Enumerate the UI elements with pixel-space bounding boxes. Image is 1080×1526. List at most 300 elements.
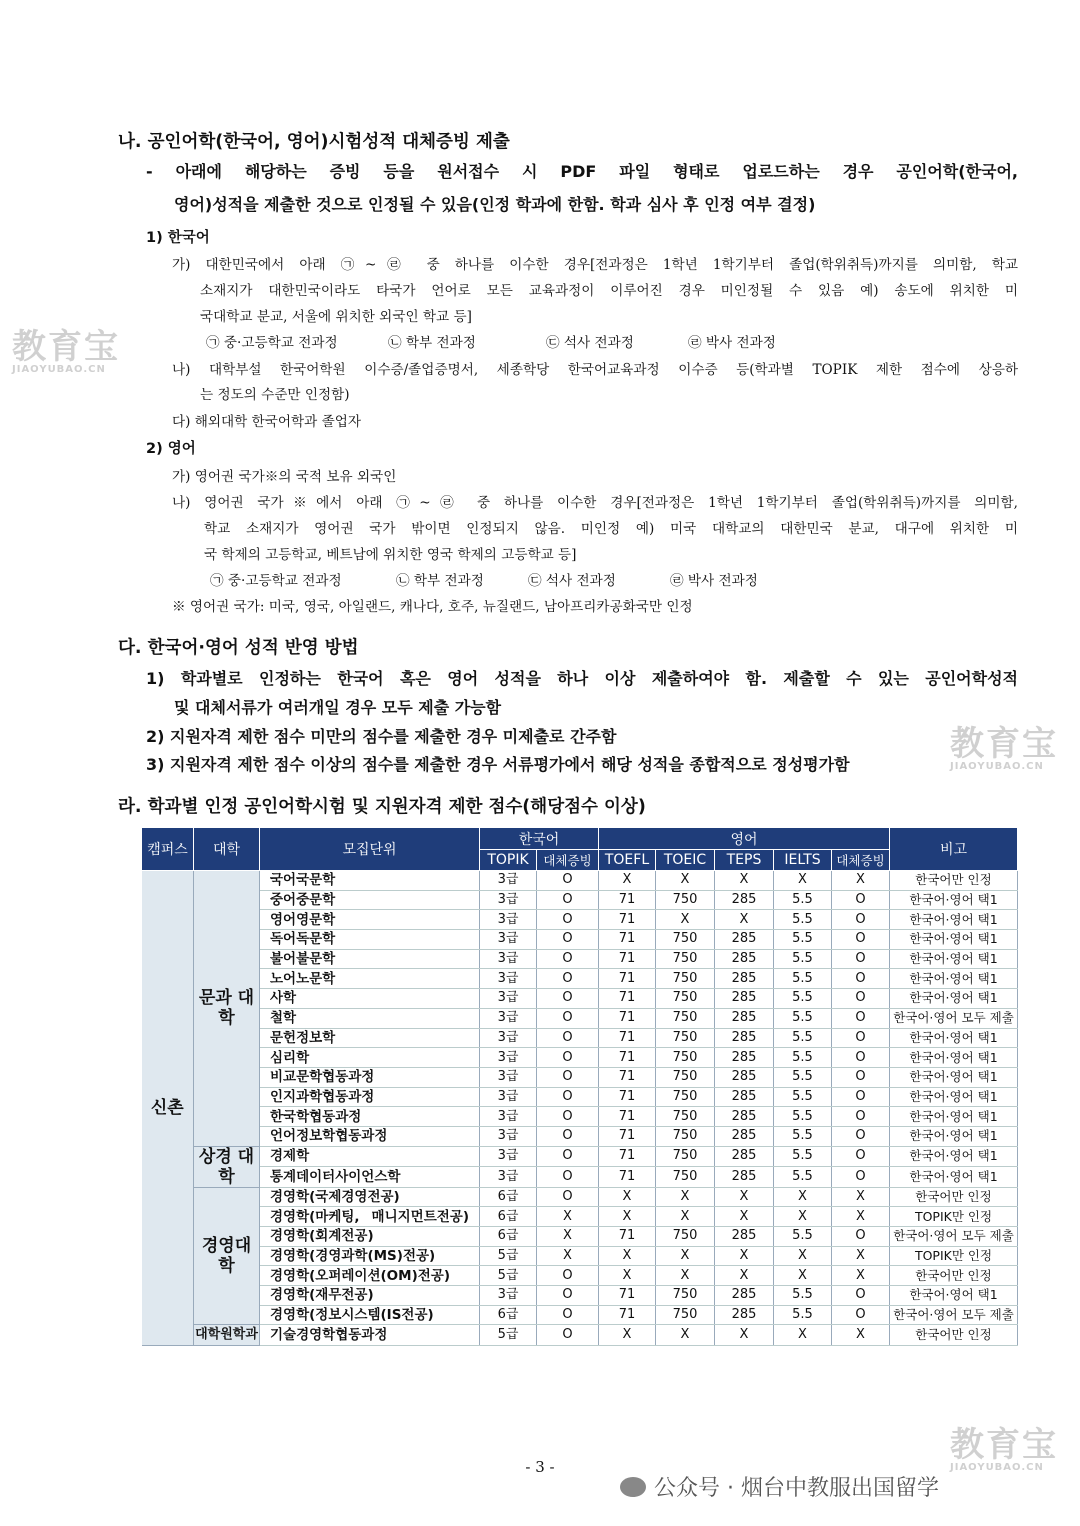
toefl-cell: X [599,1207,656,1227]
unit-cell: 문헌정보학 [260,1028,480,1048]
korean-ga-item-1: ㉠ 중·고등학교 전과정 [206,335,338,351]
toefl-cell: 71 [599,1028,656,1048]
korean-ga-item-4: ㉣ 박사 전과정 [688,335,776,351]
ielts-cell: 5.5 [774,1146,832,1167]
unit-cell: 철학 [260,1008,480,1028]
teps-cell: 285 [715,1087,774,1107]
section-na-desc-line1: - 아래에 해당하는 증빙 등을 원서접수 시 PDF 파일 형태로 업로드하는 경우 공인어학(한국어, [146,162,1018,181]
header-en-alt: 대체증빙 [832,850,890,871]
ko-alt-cell: O [537,1146,599,1167]
unit-cell: 비교문학협동과정 [260,1067,480,1087]
toeic-cell: 750 [656,1227,715,1247]
toeic-cell: 750 [656,1107,715,1127]
teps-cell: 285 [715,1126,774,1146]
note-cell: 한국어만 인정 [890,1187,1018,1207]
note-cell: 한국어·영어 택1 [890,1048,1018,1068]
ielts-cell: 5.5 [774,890,832,910]
score-requirements-table [141,827,1018,1346]
korean-ga-item-3: ㉢ 석사 전과정 [546,335,634,351]
topik-cell: 5급 [480,1325,537,1346]
en-alt-cell: O [832,1107,890,1127]
ko-alt-cell: O [537,1028,599,1048]
table-row [142,969,1018,989]
ko-alt-cell: X [537,1207,599,1227]
table-row [142,930,1018,950]
english-na-line3: 국 학제의 고등학교, 베트남에 위치한 영국 학제의 고등학교 등] [204,547,577,563]
teps-cell: 285 [715,1008,774,1028]
unit-cell: 경영학(국제경영전공) [260,1187,480,1207]
toefl-cell: 71 [599,1227,656,1247]
note-cell: 한국어·영어 택1 [890,890,1018,910]
toeic-cell: 750 [656,949,715,969]
en-alt-cell: O [832,1146,890,1167]
table-row [142,1286,1018,1306]
english-na-item-2: ㉡ 학부 전과정 [396,573,484,589]
en-alt-cell: O [832,1048,890,1068]
teps-cell: 285 [715,1227,774,1247]
table-row [142,949,1018,969]
teps-cell: X [715,1207,774,1227]
english-heading: 2) 영어 [146,441,196,457]
header-topik: TOPIK [480,850,537,871]
ielts-cell: 5.5 [774,1126,832,1146]
unit-cell: 경영학(마케팅, 매니지먼트전공) [260,1207,480,1227]
topik-cell: 3급 [480,1028,537,1048]
topik-cell: 5급 [480,1266,537,1286]
unit-cell: 영어영문학 [260,910,480,930]
toeic-cell: 750 [656,1146,715,1167]
wechat-icon [620,1477,646,1497]
ielts-cell: 5.5 [774,1167,832,1188]
unit-cell: 기술경영학협동과정 [260,1325,480,1346]
toefl-cell: 71 [599,1286,656,1306]
teps-cell: X [715,1187,774,1207]
table-row [142,1305,1018,1325]
header-korean: 한국어 [480,828,599,850]
teps-cell: X [715,910,774,930]
toeic-cell: X [656,1187,715,1207]
ko-alt-cell: X [537,1246,599,1266]
unit-cell: 경영학(오퍼레이션(OM)전공) [260,1266,480,1286]
ko-alt-cell: O [537,1266,599,1286]
ielts-cell: 5.5 [774,969,832,989]
table-row [142,890,1018,910]
toeic-cell: 750 [656,1028,715,1048]
en-alt-cell: X [832,1246,890,1266]
ielts-cell: 5.5 [774,1087,832,1107]
topik-cell: 6급 [480,1227,537,1247]
unit-cell: 중어중문학 [260,890,480,910]
toeic-cell: 750 [656,1087,715,1107]
unit-cell: 경영학(회계전공) [260,1227,480,1247]
header-ko-alt: 대체증빙 [537,850,599,871]
english-na-line1: 나) 영어권 국가※에서 아래 ㉠~㉣ 중 하나를 이수한 경우[전과정은 1학년 1학기부터 졸업(학위취득)까지를 의미함, [172,495,1018,511]
ko-alt-cell: O [537,969,599,989]
ko-alt-cell: O [537,871,599,891]
topik-cell: 3급 [480,1126,537,1146]
ko-alt-cell: O [537,1087,599,1107]
ko-alt-cell: O [537,1187,599,1207]
table-row [142,1107,1018,1127]
table-row [142,1048,1018,1068]
topik-cell: 3급 [480,890,537,910]
korean-na-line1: 나) 대학부설 한국어학원 이수증/졸업증명서, 세종학당 한국어교육과정 이수증 등(학과별 TOPIK 제한 점수에 상응하 [172,362,1018,378]
watermark-logo [12,327,120,375]
en-alt-cell: O [832,930,890,950]
teps-cell: 285 [715,890,774,910]
toeic-cell: X [656,1246,715,1266]
ko-alt-cell: O [537,989,599,1009]
toefl-cell: 71 [599,1167,656,1188]
ielts-cell: 5.5 [774,1227,832,1247]
note-cell: 한국어·영어 택1 [890,989,1018,1009]
ielts-cell: 5.5 [774,1048,832,1068]
toefl-cell: X [599,1266,656,1286]
teps-cell: 285 [715,1048,774,1068]
toeic-cell: 750 [656,1008,715,1028]
en-alt-cell: X [832,871,890,891]
topik-cell: 3급 [480,1087,537,1107]
teps-cell: 285 [715,1286,774,1306]
toeic-cell: 750 [656,969,715,989]
teps-cell: 285 [715,969,774,989]
header-college: 대학 [194,828,260,871]
note-cell: 한국어·영어 택1 [890,1286,1018,1306]
toefl-cell: 71 [599,949,656,969]
ko-alt-cell: O [537,1048,599,1068]
en-alt-cell: O [832,1067,890,1087]
unit-cell: 사학 [260,989,480,1009]
english-na-item-3: ㉢ 석사 전과정 [528,573,616,589]
ielts-cell: 5.5 [774,1067,832,1087]
unit-cell: 경제학 [260,1146,480,1167]
toeic-cell: 750 [656,1286,715,1306]
teps-cell: X [715,1325,774,1346]
note-cell: 한국어만 인정 [890,1325,1018,1346]
teps-cell: 285 [715,930,774,950]
korean-na-line2: 는 정도의 수준만 인정함) [200,387,350,403]
unit-cell: 한국학협동과정 [260,1107,480,1127]
ielts-cell: 5.5 [774,1008,832,1028]
campus-cell: 신촌 [142,871,194,1346]
en-alt-cell: O [832,890,890,910]
teps-cell: X [715,1266,774,1286]
watermark-text: 教育宝 [950,724,1058,764]
teps-cell: X [715,871,774,891]
toeic-cell: 750 [656,1067,715,1087]
toefl-cell: 71 [599,1305,656,1325]
header-note: 비고 [890,828,1018,871]
note-cell: 한국어·영어 택1 [890,1146,1018,1167]
ko-alt-cell: O [537,910,599,930]
topik-cell: 3급 [480,871,537,891]
ielts-cell: 5.5 [774,930,832,950]
en-alt-cell: O [832,910,890,930]
note-cell: 한국어·영어 택1 [890,1087,1018,1107]
section-da-item1-line1: 1) 학과별로 인정하는 한국어 혹은 영어 성적을 하나 이상 제출하여야 함. 제출할 수 있는 공인어학성적 [146,669,1018,688]
teps-cell: X [715,1246,774,1266]
topik-cell: 3급 [480,1048,537,1068]
toefl-cell: 71 [599,989,656,1009]
table-row [142,1266,1018,1286]
ko-alt-cell: O [537,1167,599,1188]
topik-cell: 3급 [480,1008,537,1028]
ielts-cell: X [774,1246,832,1266]
unit-cell: 독어독문학 [260,930,480,950]
wechat-account-label [620,1471,939,1502]
topik-cell: 3급 [480,910,537,930]
section-da-item2: 2) 지원자격 제한 점수 미만의 점수를 제출한 경우 미제출로 간주함 [146,727,617,746]
note-cell: 한국어만 인정 [890,1266,1018,1286]
ielts-cell: X [774,871,832,891]
en-alt-cell: O [832,1087,890,1107]
unit-cell: 통계데이터사이언스학 [260,1167,480,1188]
toeic-cell: X [656,1207,715,1227]
ko-alt-cell: O [537,1067,599,1087]
section-na-title: 나. 공인어학(한국어, 영어)시험성적 대체증빙 제출 [118,132,510,152]
ielts-cell: X [774,1187,832,1207]
table-row [142,1207,1018,1227]
topik-cell: 6급 [480,1187,537,1207]
toefl-cell: 71 [599,1126,656,1146]
topik-cell: 3급 [480,989,537,1009]
table-row [142,1126,1018,1146]
toefl-cell: X [599,1246,656,1266]
toefl-cell: 71 [599,1008,656,1028]
ko-alt-cell: O [537,890,599,910]
ko-alt-cell: O [537,1008,599,1028]
korean-ga-line2: 소재지가 대한민국이라도 타국가 언어로 모든 교육과정이 이루어진 경우 미인정될 수 있음 예) 송도에 위치한 미 [200,283,1018,299]
unit-cell: 인지과학협동과정 [260,1087,480,1107]
note-cell: 한국어·영어 택1 [890,1028,1018,1048]
topik-cell: 3급 [480,949,537,969]
ielts-cell: X [774,1266,832,1286]
unit-cell: 언어정보학협동과정 [260,1126,480,1146]
ielts-cell: 5.5 [774,1305,832,1325]
header-teps: TEPS [715,850,774,871]
toeic-cell: 750 [656,1048,715,1068]
table-row [142,1067,1018,1087]
table-row [142,910,1018,930]
toefl-cell: X [599,871,656,891]
section-da-item3: 3) 지원자격 제한 점수 이상의 점수를 제출한 경우 서류평가에서 해당 성적을 종합적으로 정성평가함 [146,755,850,774]
ko-alt-cell: O [537,1325,599,1346]
note-cell: 한국어·영어 택1 [890,1107,1018,1127]
note-cell: 한국어·영어 택1 [890,910,1018,930]
topik-cell: 3급 [480,969,537,989]
unit-cell: 국어국문학 [260,871,480,891]
note-cell: 한국어·영어 모두 제출 [890,1008,1018,1028]
english-ga: 가) 영어권 국가※의 국적 보유 외국인 [172,469,397,485]
ielts-cell: 5.5 [774,1286,832,1306]
teps-cell: 285 [715,989,774,1009]
teps-cell: 285 [715,949,774,969]
section-da-item1-line2: 및 대체서류가 여러개일 경우 모두 제출 가능함 [174,698,502,717]
toefl-cell: 71 [599,930,656,950]
toefl-cell: X [599,1325,656,1346]
watermark-url: JIAOYUBAO.CN [950,761,1044,772]
note-cell: TOPIK만 인정 [890,1207,1018,1227]
ko-alt-cell: O [537,930,599,950]
toefl-cell: 71 [599,1067,656,1087]
table-row [142,871,1018,891]
college-cell: 문과 대학 [194,871,260,1147]
toeic-cell: 750 [656,930,715,950]
teps-cell: 285 [715,1028,774,1048]
table-row [142,1227,1018,1247]
note-cell: 한국어·영어 택1 [890,1126,1018,1146]
en-alt-cell: O [832,1028,890,1048]
toefl-cell: 71 [599,1146,656,1167]
unit-cell: 심리학 [260,1048,480,1068]
toefl-cell: 71 [599,890,656,910]
ko-alt-cell: O [537,1286,599,1306]
topik-cell: 3급 [480,1107,537,1127]
en-alt-cell: O [832,1286,890,1306]
ielts-cell: 5.5 [774,949,832,969]
page-number: - 3 - [525,1458,555,1476]
topik-cell: 3급 [480,930,537,950]
en-alt-cell: X [832,1266,890,1286]
toeic-cell: 750 [656,890,715,910]
watermark-logo [950,724,1058,772]
korean-ga-item-2: ㉡ 학부 전과정 [388,335,476,351]
unit-cell: 경영학(재무전공) [260,1286,480,1306]
toeic-cell: 750 [656,1126,715,1146]
unit-cell: 경영학(경영과학(MS)전공) [260,1246,480,1266]
toeic-cell: 750 [656,989,715,1009]
college-cell: 경영대학 [194,1187,260,1325]
toefl-cell: 71 [599,1048,656,1068]
toeic-cell: X [656,871,715,891]
unit-cell: 경영학(정보시스템(IS전공) [260,1305,480,1325]
korean-ga-line1: 가) 대한민국에서 아래 ㉠~㉣ 중 하나를 이수한 경우[전과정은 1학년 1학기부터 졸업(학위취득)까지를 의미함, 학교 [172,257,1018,273]
topik-cell: 6급 [480,1207,537,1227]
en-alt-cell: O [832,1008,890,1028]
toeic-cell: 750 [656,1305,715,1325]
table-row [142,1187,1018,1207]
ko-alt-cell: O [537,949,599,969]
ko-alt-cell: O [537,1126,599,1146]
toeic-cell: X [656,910,715,930]
table-row [142,1028,1018,1048]
korean-heading: 1) 한국어 [146,230,210,246]
section-na-desc-line2: 영어)성적을 제출한 것으로 인정될 수 있음(인정 학과에 한함. 학과 심사 후 인정 여부 결정) [174,195,816,214]
header-toefl: TOEFL [599,850,656,871]
table-row [142,1246,1018,1266]
ko-alt-cell: X [537,1227,599,1247]
section-ra-title: 라. 학과별 인정 공인어학시험 및 지원자격 제한 점수(해당점수 이상) [118,797,646,817]
en-alt-cell: O [832,1227,890,1247]
header-ielts: IELTS [774,850,832,871]
table-row [142,1325,1018,1346]
note-cell: 한국어·영어 택1 [890,1167,1018,1188]
toefl-cell: 71 [599,910,656,930]
teps-cell: 285 [715,1305,774,1325]
korean-da: 다) 해외대학 한국어학과 졸업자 [172,414,361,430]
korean-ga-line3: 국대학교 분교, 서울에 위치한 외국인 학교 등] [200,309,472,325]
ielts-cell: 5.5 [774,1107,832,1127]
topik-cell: 3급 [480,1146,537,1167]
unit-cell: 불어불문학 [260,949,480,969]
college-cell: 대학원학과 [194,1325,260,1346]
toefl-cell: 71 [599,1107,656,1127]
note-cell: 한국어·영어 택1 [890,949,1018,969]
en-alt-cell: O [832,1126,890,1146]
en-alt-cell: X [832,1207,890,1227]
note-cell: 한국어·영어 택1 [890,969,1018,989]
toeic-cell: X [656,1325,715,1346]
english-na-line2: 학교 소재지가 영어권 국가 밖이면 인정되지 않음. 미인정 예) 미국 대학교의 대한민국 분교, 대구에 위치한 미 [204,521,1018,537]
teps-cell: 285 [715,1146,774,1167]
watermark-text: 教育宝 [950,1425,1058,1465]
en-alt-cell: O [832,969,890,989]
topik-cell: 3급 [480,1286,537,1306]
en-alt-cell: O [832,989,890,1009]
unit-cell: 노어노문학 [260,969,480,989]
en-alt-cell: X [832,1187,890,1207]
note-cell: 한국어·영어 택1 [890,1067,1018,1087]
ielts-cell: X [774,1207,832,1227]
en-alt-cell: O [832,949,890,969]
table-body [142,871,1018,1346]
note-cell: 한국어·영어 모두 제출 [890,1227,1018,1247]
ielts-cell: X [774,1325,832,1346]
topik-cell: 5급 [480,1246,537,1266]
header-campus: 캠퍼스 [142,828,194,871]
teps-cell: 285 [715,1167,774,1188]
teps-cell: 285 [715,1067,774,1087]
header-unit: 모집단위 [260,828,480,871]
english-na-item-4: ㉣ 박사 전과정 [670,573,758,589]
table-row [142,1167,1018,1188]
teps-cell: 285 [715,1107,774,1127]
header-toeic: TOEIC [656,850,715,871]
wechat-account-text: 公众号 · 烟台中教服出国留学 [654,1476,939,1501]
toefl-cell: 71 [599,1087,656,1107]
toefl-cell: 71 [599,969,656,989]
note-cell: 한국어·영어 모두 제출 [890,1305,1018,1325]
ko-alt-cell: O [537,1107,599,1127]
note-cell: 한국어·영어 택1 [890,930,1018,950]
header-english: 영어 [599,828,890,850]
ielts-cell: 5.5 [774,910,832,930]
table-row [142,1087,1018,1107]
topik-cell: 3급 [480,1167,537,1188]
ielts-cell: 5.5 [774,1028,832,1048]
watermark-text: 教育宝 [12,327,120,367]
table-row [142,1146,1018,1167]
english-na-item-1: ㉠ 중·고등학교 전과정 [210,573,342,589]
topik-cell: 6급 [480,1305,537,1325]
note-cell: 한국어만 인정 [890,871,1018,891]
toeic-cell: X [656,1266,715,1286]
topik-cell: 3급 [480,1067,537,1087]
section-da-title: 다. 한국어·영어 성적 반영 방법 [118,638,359,658]
english-note: ※ 영어권 국가: 미국, 영국, 아일랜드, 캐나다, 호주, 뉴질랜드, 남아프리카공화국만 인정 [172,599,693,615]
table-row [142,989,1018,1009]
ko-alt-cell: O [537,1305,599,1325]
toeic-cell: 750 [656,1167,715,1188]
watermark-url: JIAOYUBAO.CN [12,364,106,375]
table-row [142,1008,1018,1028]
toefl-cell: X [599,1187,656,1207]
college-cell: 상경 대학 [194,1146,260,1187]
watermark-url: JIAOYUBAO.CN [950,1462,1044,1473]
note-cell: TOPIK만 인정 [890,1246,1018,1266]
ielts-cell: 5.5 [774,989,832,1009]
en-alt-cell: O [832,1167,890,1188]
